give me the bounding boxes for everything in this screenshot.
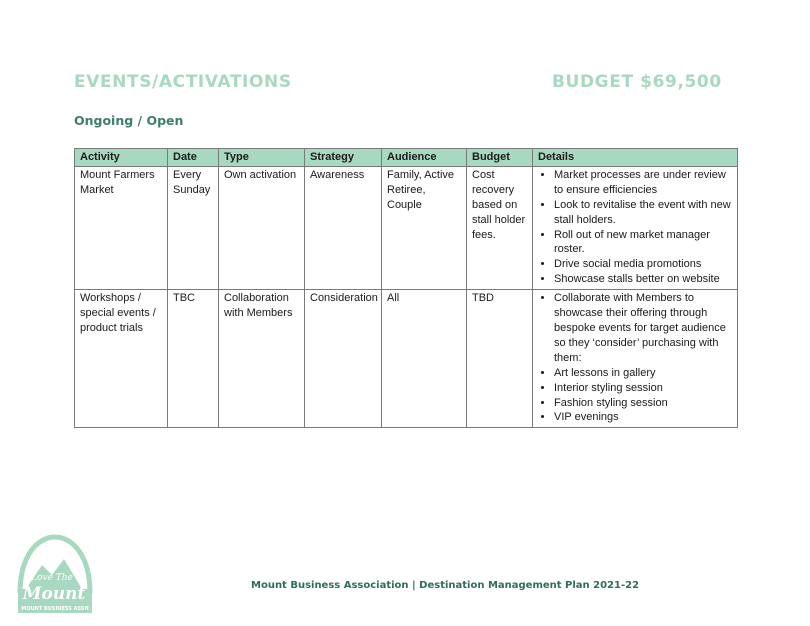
column-header-details: Details xyxy=(533,149,738,167)
column-header-strategy: Strategy xyxy=(305,149,382,167)
column-header-audience: Audience xyxy=(382,149,467,167)
list-item: • Interior styling session xyxy=(554,381,732,396)
logo-text-mount: Mount xyxy=(22,584,86,604)
cell-activity: Workshops / special events / product trials xyxy=(75,290,168,428)
events-table xyxy=(74,148,738,428)
cell-audience: All xyxy=(382,290,467,428)
section-heading: Ongoing / Open xyxy=(74,113,184,128)
list-item: • Showcase stalls better on website xyxy=(554,272,732,287)
list-item: • VIP evenings xyxy=(554,410,732,425)
cell-budget: TBD xyxy=(467,290,533,428)
logo-text-assn: MOUNT BUSINESS ASSN xyxy=(21,606,89,612)
table-header-row xyxy=(75,149,738,167)
column-header-budget: Budget xyxy=(467,149,533,167)
cell-audience: Family, Active Retiree, Couple xyxy=(382,166,467,289)
details-list xyxy=(538,291,732,425)
table-row xyxy=(75,166,738,289)
column-header-activity: Activity xyxy=(75,149,168,167)
mountain-logo-icon xyxy=(16,533,94,617)
details-list xyxy=(538,168,732,287)
cell-details xyxy=(533,290,738,428)
column-header-date: Date xyxy=(168,149,219,167)
page-footer: Mount Business Association | Destination Management Plan 2021-22 xyxy=(251,580,640,591)
cell-type: Own activation xyxy=(219,166,305,289)
list-item: • Collaborate with Members to showcase their offering through bespoke events for target audience so they ‘consider’ purchasing with them: xyxy=(554,291,732,366)
table-row xyxy=(75,290,738,428)
logo-text-love: Love The xyxy=(31,573,73,583)
cell-strategy: Awareness xyxy=(305,166,382,289)
list-item: • Art lessons in gallery xyxy=(554,366,732,381)
cell-type: Collaboration with Members xyxy=(219,290,305,428)
list-item: • Roll out of new market manager roster. xyxy=(554,228,732,258)
budget-heading: BUDGET $69,500 xyxy=(552,72,722,92)
cell-details xyxy=(533,166,738,289)
list-item: • Drive social media promotions xyxy=(554,257,732,272)
list-item: • Fashion styling session xyxy=(554,396,732,411)
list-item: • Look to revitalise the event with new stall holders. xyxy=(554,198,732,228)
cell-date: TBC xyxy=(168,290,219,428)
list-item: • Market processes are under review to ensure efficiencies xyxy=(554,168,732,198)
column-header-type: Type xyxy=(219,149,305,167)
cell-strategy: Consideration xyxy=(305,290,382,428)
cell-date: Every Sunday xyxy=(168,166,219,289)
page-title: EVENTS/ACTIVATIONS xyxy=(74,72,292,92)
cell-budget: Cost recovery based on stall holder fees. xyxy=(467,166,533,289)
love-the-mount-logo xyxy=(16,533,94,617)
cell-activity: Mount Farmers Market xyxy=(75,166,168,289)
